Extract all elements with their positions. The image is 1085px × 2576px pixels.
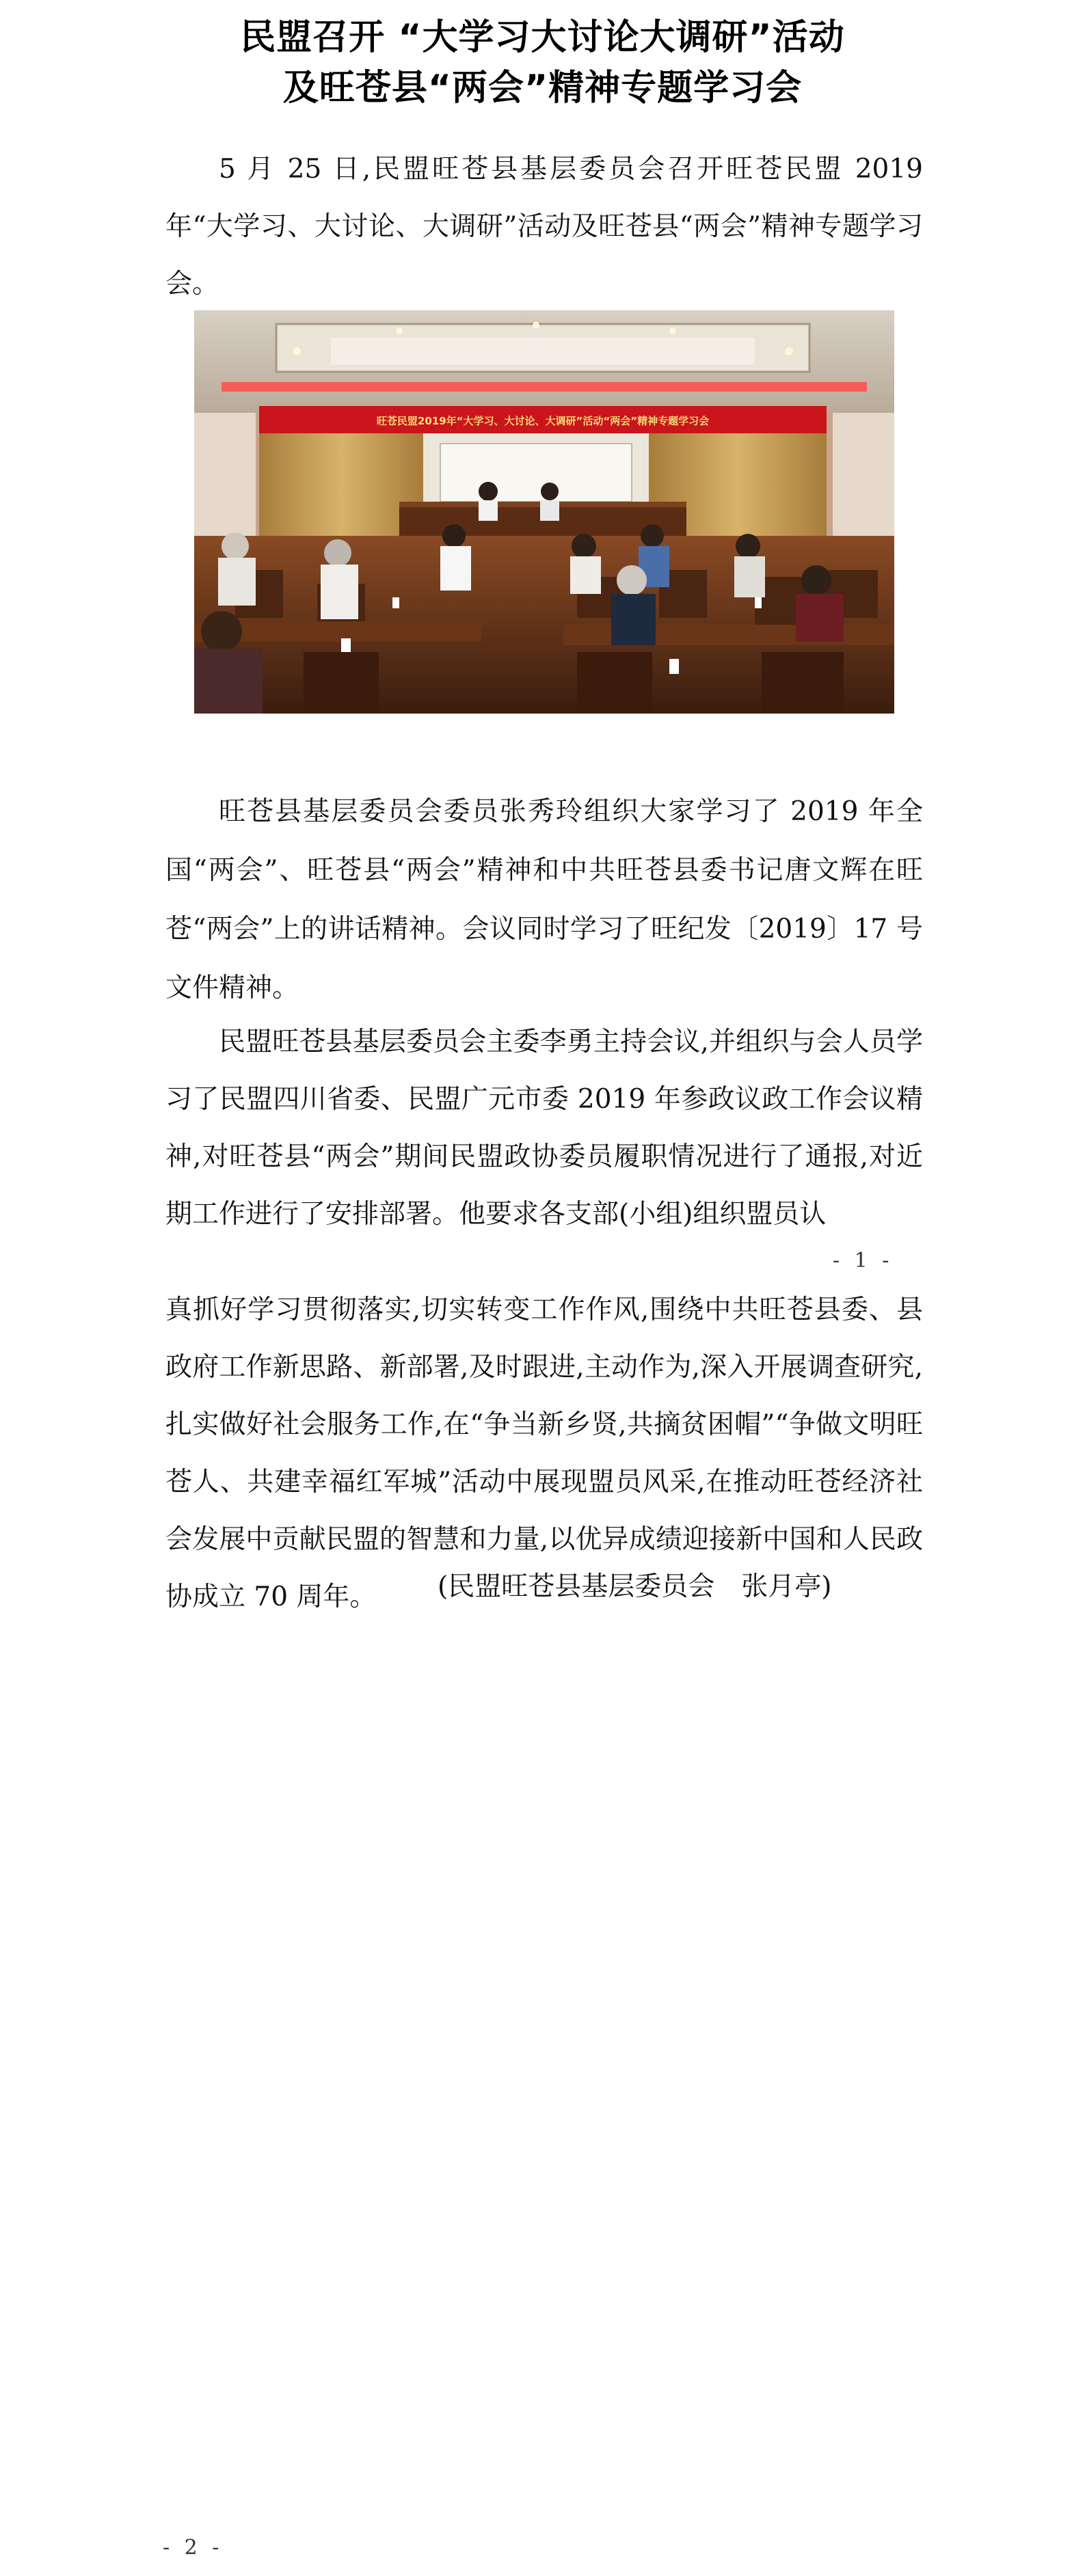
banner-text: 旺苍民盟2019年“大学习、大讨论、大调研”活动“两会”精神专题学习会	[376, 415, 710, 427]
document-title-line2: 及旺苍县“两会”精神专题学习会	[282, 68, 803, 109]
signature: (民盟旺苍县基层委员会 张月亭)	[438, 1571, 832, 1602]
page-number-2: - 2 -	[163, 2536, 224, 2560]
intro-paragraph: 5 月 25 日,民盟旺苍县基层委员会召开旺苍民盟 2019 年“大学习、大讨论、大调研”活动及旺苍县“两会”精神专题学习会。	[165, 154, 923, 299]
document-title-line1: 民盟召开 “大学习大讨论大调研”活动	[240, 17, 845, 58]
chair-paragraph: 民盟旺苍县基层委员会主委李勇主持会议,并组织与会人员学习了民盟四川省委、民盟广元市委 2019 年参政议政工作会议精神,对旺苍县“两会”期间民盟政协委员履职情况进行了通报,对近期工作进行了安排部署。他要求各支部(小组)组织盟员认	[165, 1027, 923, 1230]
study-paragraph: 旺苍县基层委员会委员张秀玲组织大家学习了 2019 年全国“两会”、旺苍县“两会”精神和中共旺苍县委书记唐文辉在旺苍“两会”上的讲话精神。会议同时学习了旺纪发〔2019〕17 号文件精神。	[165, 796, 923, 1003]
chair-paragraph-continued: 真抓好学习贯彻落实,切实转变工作作风,围绕中共旺苍县委、县政府工作新思路、新部署,及时跟进,主动作为,深入开展调查研究,扎实做好社会服务工作,在“争当新乡贤,共摘贫困帽”“争做文明旺苍人、共建幸福红军城”活动中展现盟员风采,在推动旺苍经济社会发展中贡献民盟的智慧和力量,以优异成绩迎接新中国和人民政协成立 70 周年。	[165, 1294, 923, 1612]
meeting-photo	[194, 310, 894, 714]
page-number-1: - 1 -	[833, 1249, 894, 1273]
